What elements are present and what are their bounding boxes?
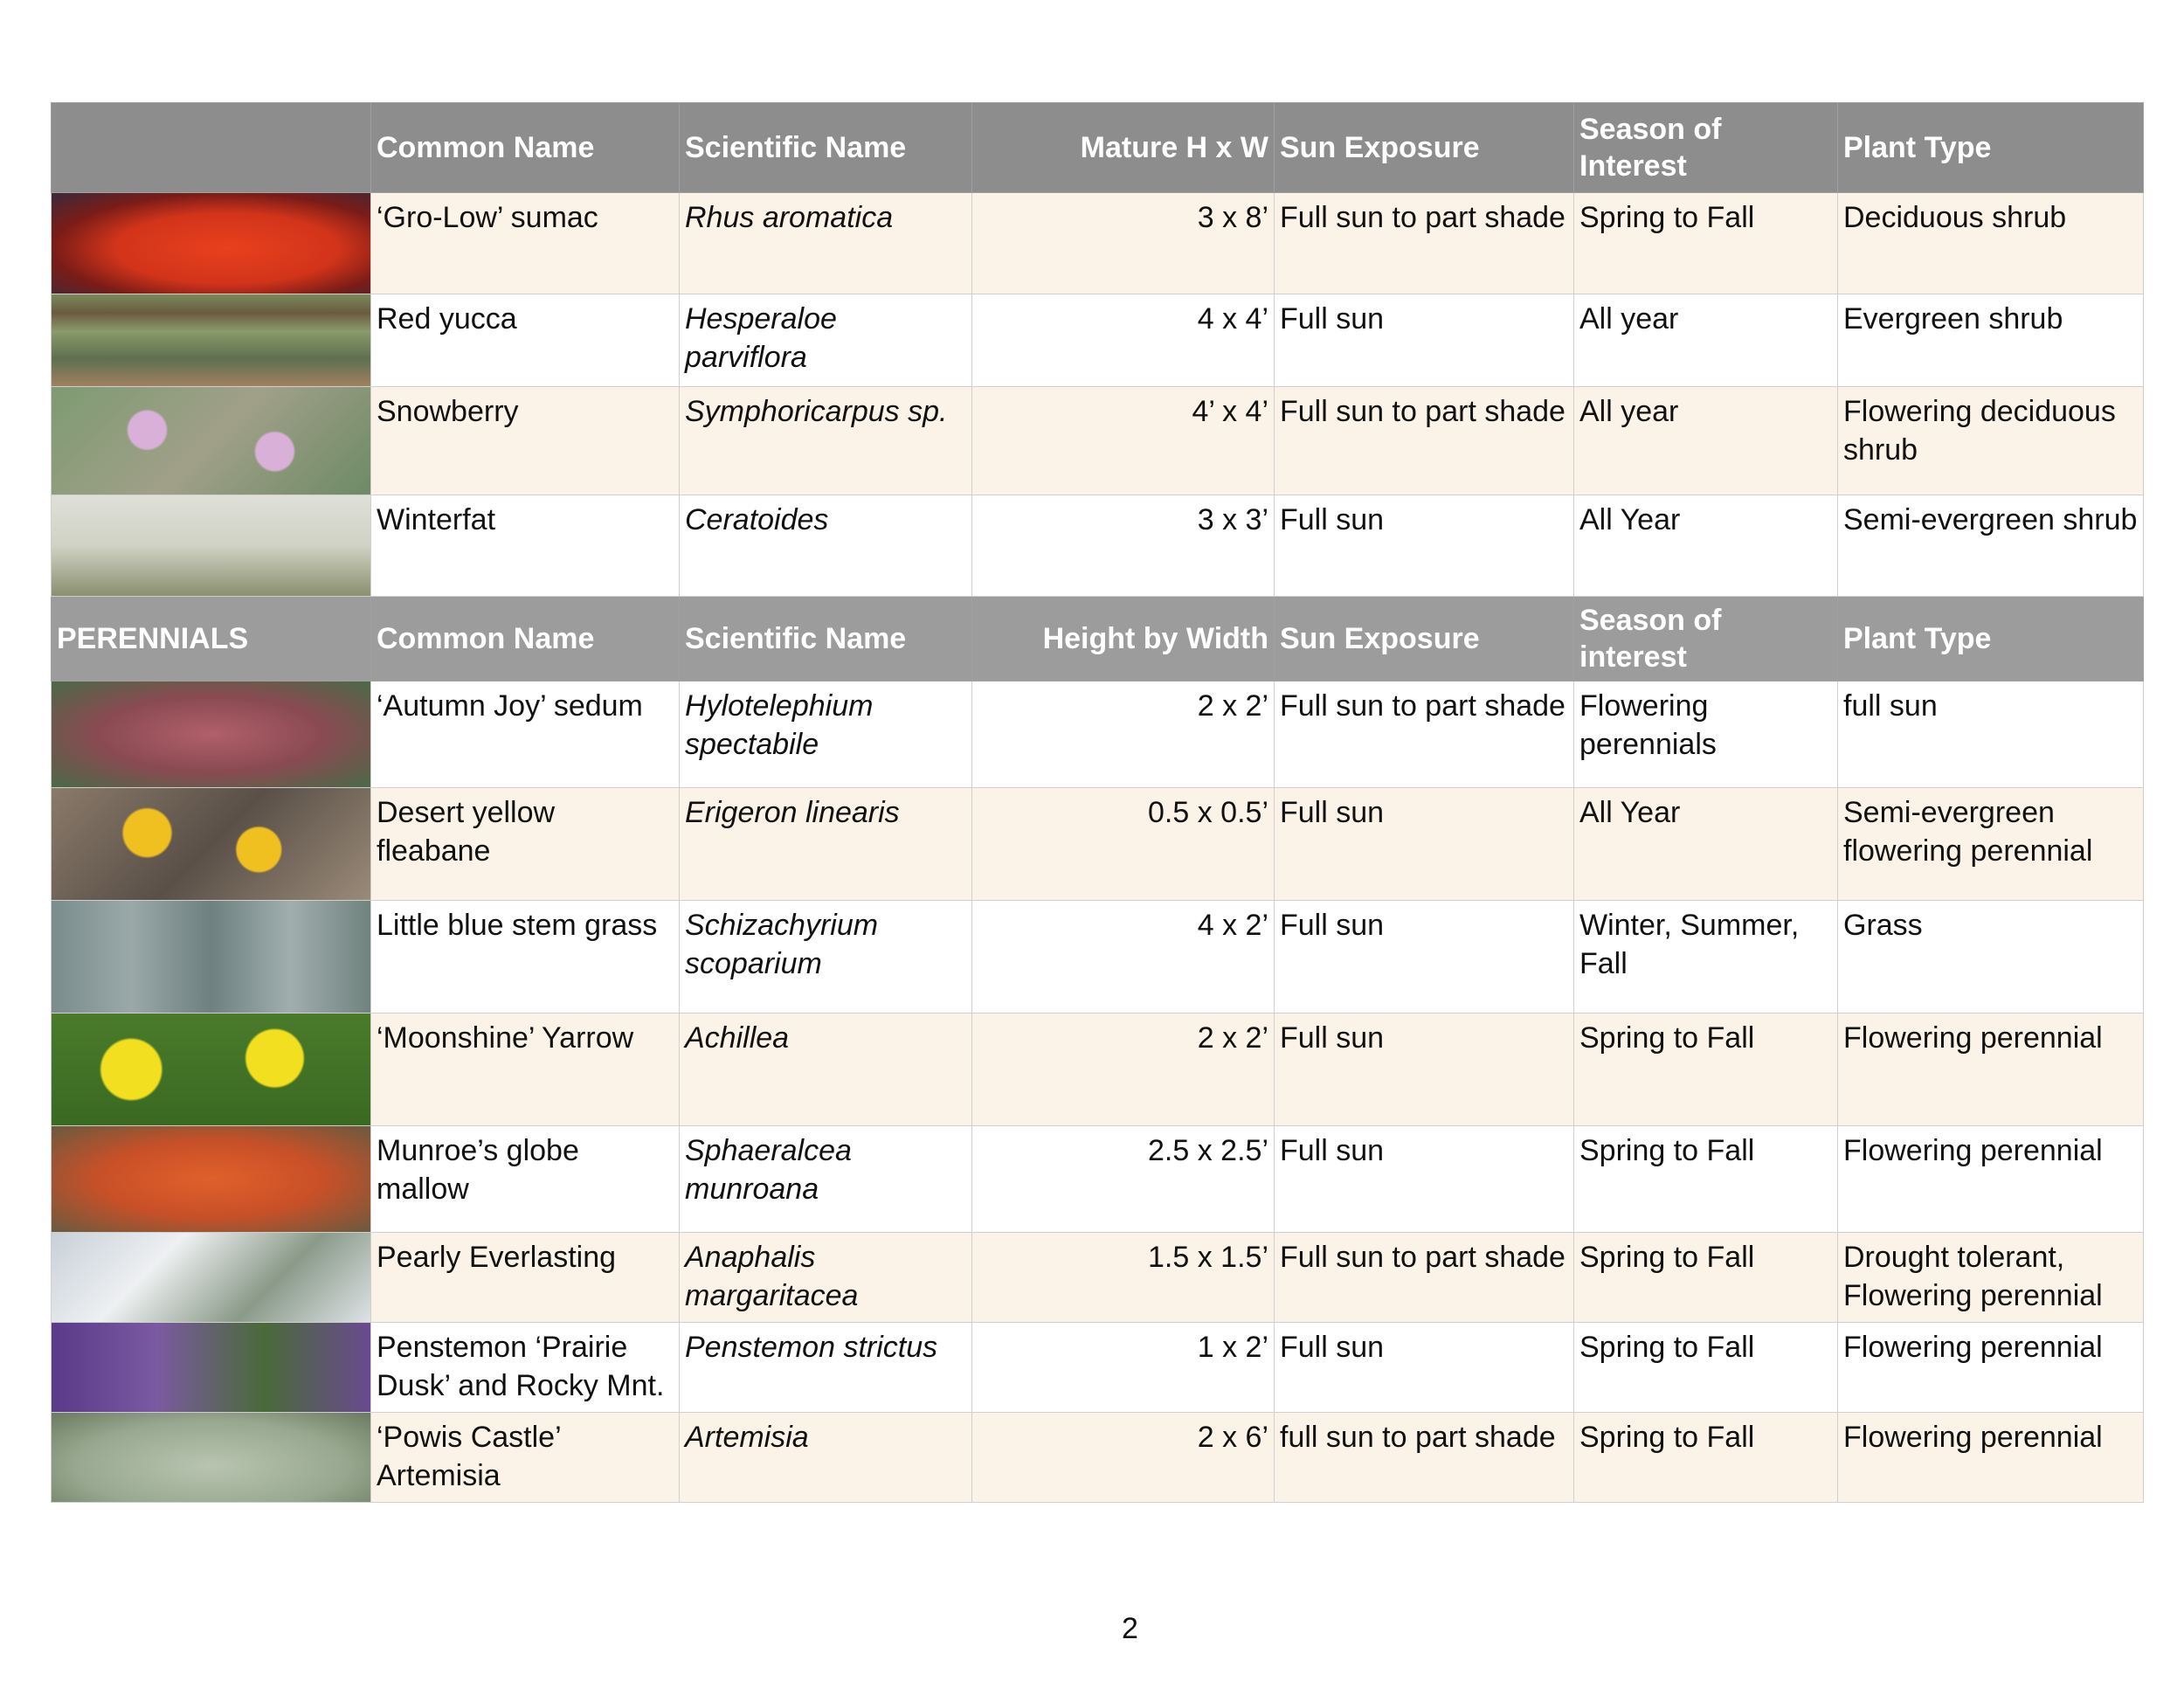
cell-type: Semi-evergreen flowering perennial [1838, 788, 2144, 901]
fleabane-photo [52, 788, 370, 900]
cell-size: 4 x 2’ [972, 901, 1275, 1013]
cell-size: 1 x 2’ [972, 1323, 1275, 1413]
cell-common: Desert yellow fleabane [371, 788, 680, 901]
table-row [52, 1013, 2144, 1126]
winterfat-photo [52, 495, 370, 596]
column-header-common: Common Name [371, 103, 680, 193]
column-header-sun: Sun Exposure [1275, 597, 1574, 681]
cell-sun: Full sun [1275, 1323, 1574, 1413]
cell-common: Penstemon ‘Prairie Dusk’ and Rocky Mnt. [371, 1323, 680, 1413]
cell-sun: Full sun [1275, 788, 1574, 901]
cell-sun: Full sun [1275, 901, 1574, 1013]
sedum-photo [52, 681, 370, 787]
bluestem-photo [52, 901, 370, 1013]
column-header-size: Height by Width [972, 597, 1275, 681]
cell-scientific: Rhus aromatica [680, 193, 972, 294]
cell-common: ‘Moonshine’ Yarrow [371, 1013, 680, 1126]
plant-photo-cell [52, 1323, 371, 1413]
cell-common: Red yucca [371, 294, 680, 387]
cell-type: full sun [1838, 681, 2144, 788]
plant-photo-cell [52, 1233, 371, 1323]
cell-season: All year [1574, 294, 1838, 387]
cell-size: 2 x 2’ [972, 681, 1275, 788]
cell-type: Flowering perennial [1838, 1323, 2144, 1413]
plant-photo-cell [52, 294, 371, 387]
cell-size: 2.5 x 2.5’ [972, 1126, 1275, 1233]
cell-size: 2 x 2’ [972, 1013, 1275, 1126]
cell-scientific: Symphoricarpus sp. [680, 387, 972, 495]
cell-common: Winterfat [371, 495, 680, 597]
cell-season: Spring to Fall [1574, 1233, 1838, 1323]
column-header-scientific: Scientific Name [680, 597, 972, 681]
cell-type: Flowering perennial [1838, 1013, 2144, 1126]
perennials-header-row [52, 597, 2144, 681]
table-row [52, 193, 2144, 294]
column-header-season: Season of interest [1574, 597, 1838, 681]
cell-season: Spring to Fall [1574, 193, 1838, 294]
column-header-type: Plant Type [1838, 103, 2144, 193]
cell-common: ‘Gro-Low’ sumac [371, 193, 680, 294]
cell-size: 4’ x 4’ [972, 387, 1275, 495]
plant-photo-cell [52, 788, 371, 901]
cell-scientific: Sphaeralcea munroana [680, 1126, 972, 1233]
cell-sun: Full sun to part shade [1275, 387, 1574, 495]
plant-photo-cell [52, 193, 371, 294]
cell-season: All Year [1574, 495, 1838, 597]
cell-scientific: Hesperaloe parviflora [680, 294, 972, 387]
cell-season: Flowering perennials [1574, 681, 1838, 788]
cell-type: Deciduous shrub [1838, 193, 2144, 294]
table-row [52, 1126, 2144, 1233]
red-yucca-photo [52, 294, 370, 386]
column-header-scientific: Scientific Name [680, 103, 972, 193]
cell-sun: Full sun to part shade [1275, 1233, 1574, 1323]
perennials-section-label: PERENNIALS [52, 597, 371, 681]
yarrow-photo [52, 1013, 370, 1125]
cell-type: Drought tolerant, Flowering perennial [1838, 1233, 2144, 1323]
plant-table [51, 102, 2144, 1503]
page-number: 2 [1122, 1612, 1138, 1645]
cell-sun: Full sun [1275, 294, 1574, 387]
pearly-everlasting-photo [52, 1233, 370, 1322]
cell-season: All year [1574, 387, 1838, 495]
cell-type: Flowering deciduous shrub [1838, 387, 2144, 495]
cell-scientific: Anaphalis margaritacea [680, 1233, 972, 1323]
penstemon-photo [52, 1323, 370, 1412]
plant-photo-cell [52, 681, 371, 788]
snowberry-photo [52, 387, 370, 495]
table-row [52, 901, 2144, 1013]
cell-sun: Full sun to part shade [1275, 681, 1574, 788]
cell-sun: Full sun [1275, 495, 1574, 597]
cell-sun: Full sun [1275, 1013, 1574, 1126]
cell-sun: Full sun [1275, 1126, 1574, 1233]
cell-scientific: Artemisia [680, 1413, 972, 1503]
shrubs-section-label [52, 103, 371, 193]
cell-type: Evergreen shrub [1838, 294, 2144, 387]
plant-photo-cell [52, 495, 371, 597]
cell-common: Munroe’s globe mallow [371, 1126, 680, 1233]
artemisia-photo [52, 1413, 370, 1502]
cell-sun: Full sun to part shade [1275, 193, 1574, 294]
cell-season: Spring to Fall [1574, 1413, 1838, 1503]
cell-size: 3 x 3’ [972, 495, 1275, 597]
cell-scientific: Hylotelephium spectabile [680, 681, 972, 788]
cell-size: 0.5 x 0.5’ [972, 788, 1275, 901]
cell-scientific: Penstemon strictus [680, 1323, 972, 1413]
table-row [52, 495, 2144, 597]
cell-common: ‘Autumn Joy’ sedum [371, 681, 680, 788]
table-row [52, 294, 2144, 387]
plant-photo-cell [52, 901, 371, 1013]
cell-type: Flowering perennial [1838, 1126, 2144, 1233]
cell-common: ‘Powis Castle’ Artemisia [371, 1413, 680, 1503]
cell-season: All Year [1574, 788, 1838, 901]
plant-photo-cell [52, 1013, 371, 1126]
cell-scientific: Ceratoides [680, 495, 972, 597]
globe-mallow-photo [52, 1126, 370, 1232]
cell-type: Grass [1838, 901, 2144, 1013]
cell-type: Semi-evergreen shrub [1838, 495, 2144, 597]
plant-photo-cell [52, 1126, 371, 1233]
table-row [52, 1413, 2144, 1503]
cell-season: Spring to Fall [1574, 1013, 1838, 1126]
column-header-sun: Sun Exposure [1275, 103, 1574, 193]
cell-size: 1.5 x 1.5’ [972, 1233, 1275, 1323]
shrubs-header-row [52, 103, 2144, 193]
column-header-size: Mature H x W [972, 103, 1275, 193]
cell-scientific: Schizachyrium scoparium [680, 901, 972, 1013]
cell-scientific: Erigeron linearis [680, 788, 972, 901]
cell-size: 3 x 8’ [972, 193, 1275, 294]
plant-photo-cell [52, 1413, 371, 1503]
plant-photo-cell [52, 387, 371, 495]
cell-common: Snowberry [371, 387, 680, 495]
table-row [52, 1233, 2144, 1323]
cell-common: Little blue stem grass [371, 901, 680, 1013]
column-header-common: Common Name [371, 597, 680, 681]
cell-size: 4 x 4’ [972, 294, 1275, 387]
table-row [52, 788, 2144, 901]
cell-common: Pearly Everlasting [371, 1233, 680, 1323]
column-header-season: Season of Interest [1574, 103, 1838, 193]
cell-type: Flowering perennial [1838, 1413, 2144, 1503]
cell-size: 2 x 6’ [972, 1413, 1275, 1503]
cell-sun: full sun to part shade [1275, 1413, 1574, 1503]
cell-season: Spring to Fall [1574, 1323, 1838, 1413]
cell-season: Spring to Fall [1574, 1126, 1838, 1233]
table-row [52, 387, 2144, 495]
cell-season: Winter, Summer, Fall [1574, 901, 1838, 1013]
table-row [52, 681, 2144, 788]
table-row [52, 1323, 2144, 1413]
column-header-type: Plant Type [1838, 597, 2144, 681]
cell-scientific: Achillea [680, 1013, 972, 1126]
sumac-photo [52, 193, 370, 294]
